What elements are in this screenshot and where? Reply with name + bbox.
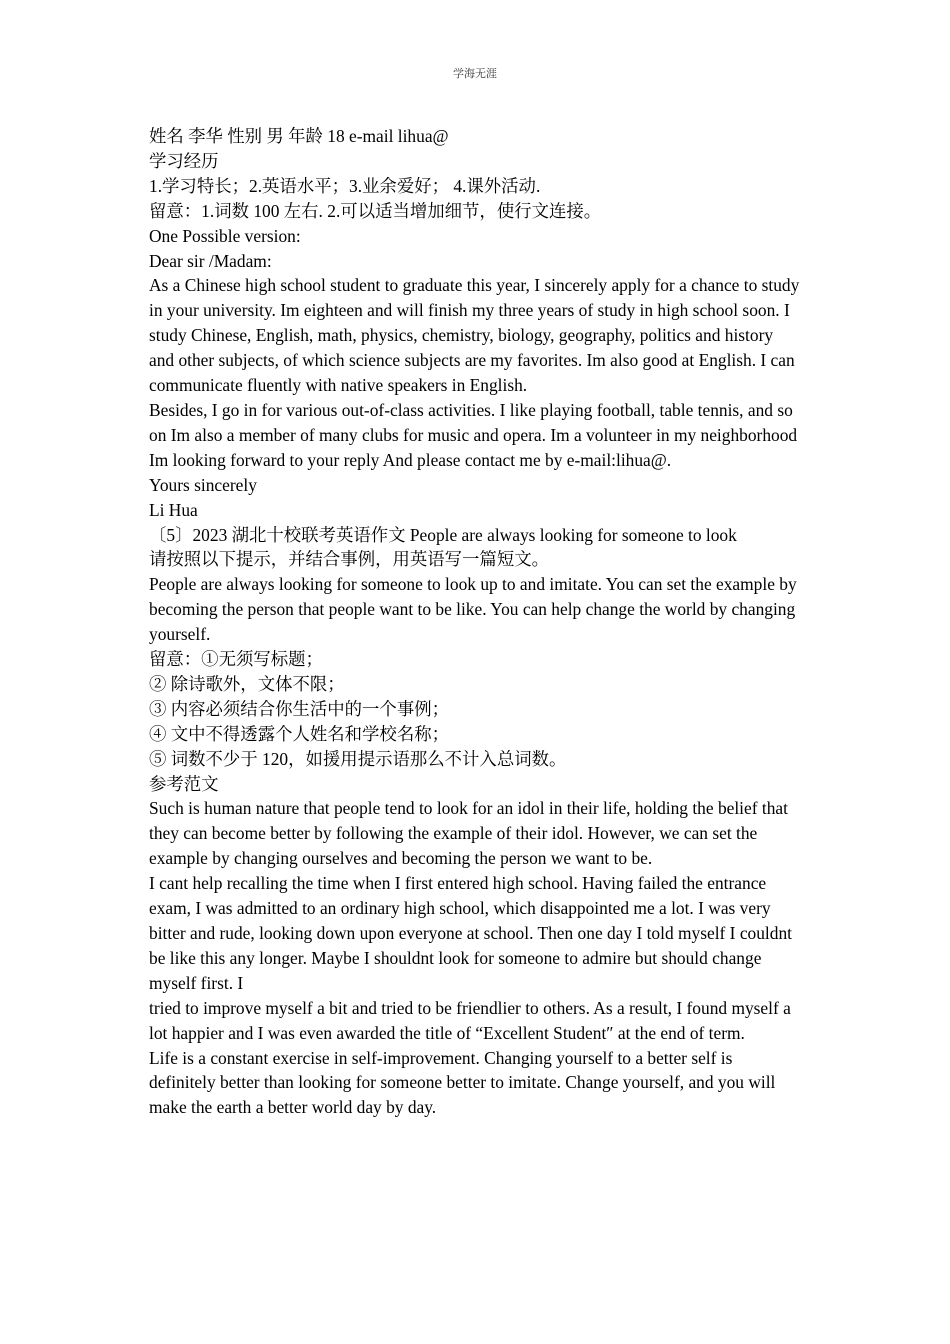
essay-paragraph: Such is human nature that people tend to look for an idol in their life, holding the belief that they can become better by following the example of their idol. However, we can set the example by changing ourselves and becoming the person we want to be. [149, 798, 788, 869]
salutation: Dear sir /Madam: [149, 250, 272, 271]
version-label: One Possible version: [149, 225, 301, 246]
question-heading: 〔5〕2023 湖北十校联考英语作文 People are always looking for someone to look [149, 524, 737, 545]
note-line: 留意：1.词数 100 左右. 2.可以适当增加细节，使行文连接。 [149, 200, 602, 221]
instruction-line: 请按照以下提示，并结合事例，用英语写一篇短文。 [149, 549, 549, 570]
note-item: ⑤ 词数不少于 120，如援用提示语那么不计入总词数。 [149, 748, 567, 769]
section-heading: 参考范文 [149, 773, 219, 794]
essay-paragraph: I cant help recalling the time when I first entered high school. Having failed the entrance exam, I was admitted to an ordinary high school, which disappointed me a lot. I was very bitter and rude, looking down upon everyone at school. Then one day I told myself I couldnt be like this any longer. Maybe I shouldnt look for someone to admire but should change myself first. I [149, 873, 792, 993]
note-item: ④ 文中不得透露个人姓名和学校名称； [149, 723, 449, 744]
note-item: ③ 内容必须结合你生活中的一个事例； [149, 698, 449, 719]
essay-paragraph: Life is a constant exercise in self-improvement. Changing yourself to a better self is definitely better than looking for someone better to imitate. Change yourself, and you will make the earth a better world day by day. [149, 1047, 776, 1118]
note-item: ② 除诗歌外，文体不限； [149, 673, 345, 694]
letter-paragraph: As a Chinese high school student to graduate this year, I sincerely apply for a chance to study in your university. Im eighteen and will finish my three years of study in high school soon. I study Chinese, English, math, physics, chemistry, biology, geography, politics and history and other subjects, of which science subjects are my favorites. Im also good at English. I can communicate fluently with native speakers in English. [149, 275, 800, 396]
letter-paragraph: Besides, I go in for various out-of-class activities. I like playing football, table tennis, and so on Im also a member of many clubs for music and opera. Im a volunteer in my neighborhood Im looking forward to your reply And please contact me by e-mail:lihua@. [149, 399, 798, 470]
page-header: 学海无涯 [453, 67, 497, 80]
section-heading: 学习经历 [149, 150, 219, 171]
profile-line: 姓名 李华 性别 男 年龄 18 e-mail lihua@ [149, 126, 449, 146]
requirement-line: 1.学习特长；2.英语水平；3.业余爱好； 4.课外活动. [149, 175, 541, 196]
essay-paragraph: tried to improve myself a bit and tried to be friendlier to others. As a result, I found myself a lot happier and I was even awarded the title of “Excellent Student″ at the end of term. [149, 997, 791, 1043]
document-body [149, 124, 801, 1120]
prompt-paragraph: People are always looking for someone to look up to and imitate. You can set the example by becoming the person that people want to be like. You can help change the world by changing yourself. [149, 574, 797, 645]
closing: Yours sincerely [149, 474, 257, 495]
note-line: 留意：①无须写标题； [149, 649, 323, 670]
signature-name: Li Hua [149, 499, 198, 520]
